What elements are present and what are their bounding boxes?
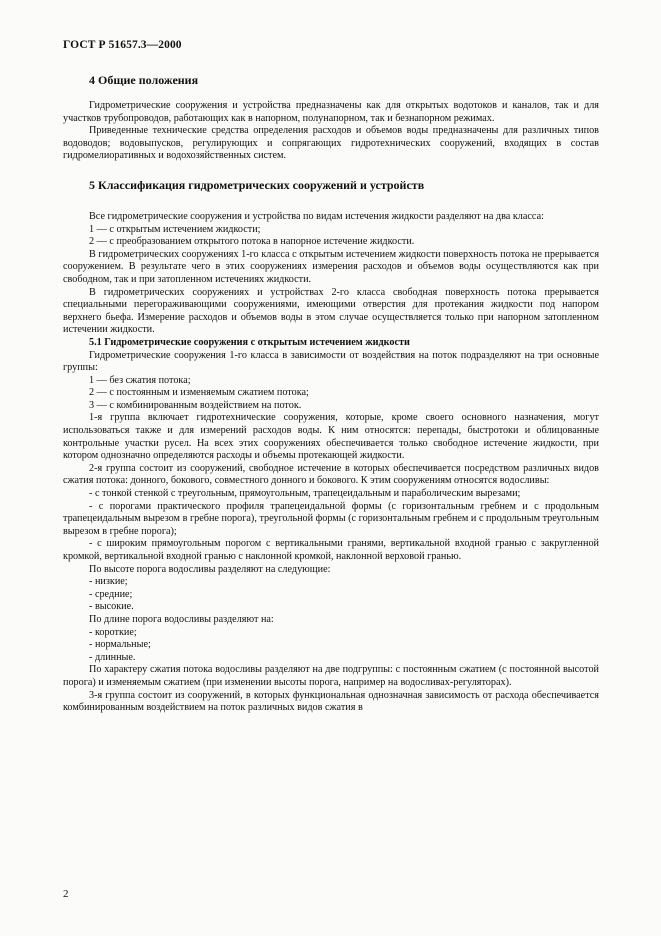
- list-item: 2 — с преобразованием открытого потока в напорное истечение жидкости.: [89, 236, 415, 248]
- paragraph: 3-я группа состоит из сооружений, в которых функциональная однозначная зависимость от расхода обеспечивается комбинированным воздействием на поток различных видов сжатия в: [63, 689, 599, 714]
- list-item: - высокие.: [89, 601, 134, 613]
- list-item: 1 — с открытым истечением жидкости;: [89, 223, 261, 235]
- paragraph: По высоте порога водосливы разделяют на следующие:: [89, 563, 331, 575]
- paragraph: Все гидрометрические сооружения и устройства по видам истечения жидкости разделяют на два класса:: [89, 210, 544, 222]
- document-id-header: ГОСТ Р 51657.3—2000: [63, 39, 182, 51]
- list-item: - короткие;: [89, 626, 137, 638]
- list-item: 1 — без сжатия потока;: [89, 374, 191, 386]
- paragraph: 2-я группа состоит из сооружений, свободное истечение в которых обеспечивается посредством различных видов сжатия потока: донного, бокового, совместного донного и бокового. К этим сооружениям относятся водосливы:: [63, 462, 599, 487]
- list-item: - с порогами практического профиля трапецеидальной формы (с горизонтальным гребнем и с продольным трапецеидальным вырезом в гребне порога), треугольной формы (с горизонтальным гребнем и с продольным треугольным вырезом в гребне порога);: [63, 500, 599, 537]
- list-item: - с тонкой стенкой с треугольным, прямоугольным, трапецеидальным и параболическим вырезами;: [89, 488, 521, 500]
- paragraph: В гидрометрических сооружениях и устройствах 2-го класса свободная поверхность потока прерывается специальными перегораживающими сооружениями, имеющими отверстия для протекания жидкости под напором верхнего бьефа. Измерение расходов и объемов воды в этом случае осуществляется только при напорном затопленном истечении жидкости.: [63, 286, 599, 336]
- paragraph: Приведенные технические средства определения расходов и объемов воды предназначены для различных типов водоводов; водовыпусков, регулирующих и сопрягающих гидротехнических сооружений, входящих в состав гидромелиоративных и водохозяйственных систем.: [63, 125, 599, 162]
- list-item: 3 — с комбинированным воздействием на поток.: [89, 399, 302, 411]
- paragraph: По характеру сжатия потока водосливы разделяют на две подгруппы: с постоянным сжатием (с постоянной высотой порога) и изменяемым сжатием (при изменении высоты порога, например на водосливах-регуляторах).: [63, 664, 599, 688]
- list-item: - низкие;: [89, 576, 128, 588]
- list-item: - средние;: [89, 588, 133, 600]
- subsection-5-1-title: 5.1 Гидрометрические сооружения с открытым истечением жидкости: [89, 336, 410, 348]
- paragraph: Гидрометрические сооружения и устройства предназначены как для открытых водотоков и каналов, так и для участков трубопроводов, работающих как в напорном, полунапорном, так и безнапорном режимах.: [63, 100, 599, 124]
- page-number: 2: [63, 888, 69, 900]
- paragraph: Гидрометрические сооружения 1-го класса в зависимости от воздействия на поток подразделяют на три основные группы:: [63, 349, 599, 374]
- page-content: [63, 72, 599, 715]
- paragraph: В гидрометрических сооружениях 1-го класса с открытым истечением жидкости поверхность потока не прерывается сооружением. В результате чего в этих сооружениях измерения расходов и объемов воды осуществляются как при свободном, так и при затопленном истечениях жидкости.: [63, 248, 599, 285]
- list-item: 2 — с постоянным и изменяемым сжатием потока;: [89, 387, 309, 399]
- list-item: - длинные.: [89, 651, 136, 663]
- paragraph: По длине порога водосливы разделяют на:: [89, 613, 274, 625]
- section-5-title: 5 Классификация гидрометрических сооружений и устройств: [89, 177, 425, 192]
- list-item: - нормальные;: [89, 639, 151, 651]
- section-4-title: 4 Общие положения: [89, 73, 199, 87]
- list-item: - с широким прямоугольным порогом с вертикальными гранями, вертикальной входной гранью с закругленной кромкой, вертикальной входной гранью с наклонной кромкой, наклонной верховой гранью.: [63, 538, 599, 562]
- paragraph: 1-я группа включает гидротехнические сооружения, которые, кроме своего основного назначения, могут использоваться также и для измерений расходов воды. К ним относятся: перепады, быстротоки и облицованные контрольные участки русел. На всех этих сооружениях обеспечивается только свободное истечение жидкости, при котором однозначно определяются расходы и объемы протекающей жидкости.: [63, 412, 599, 462]
